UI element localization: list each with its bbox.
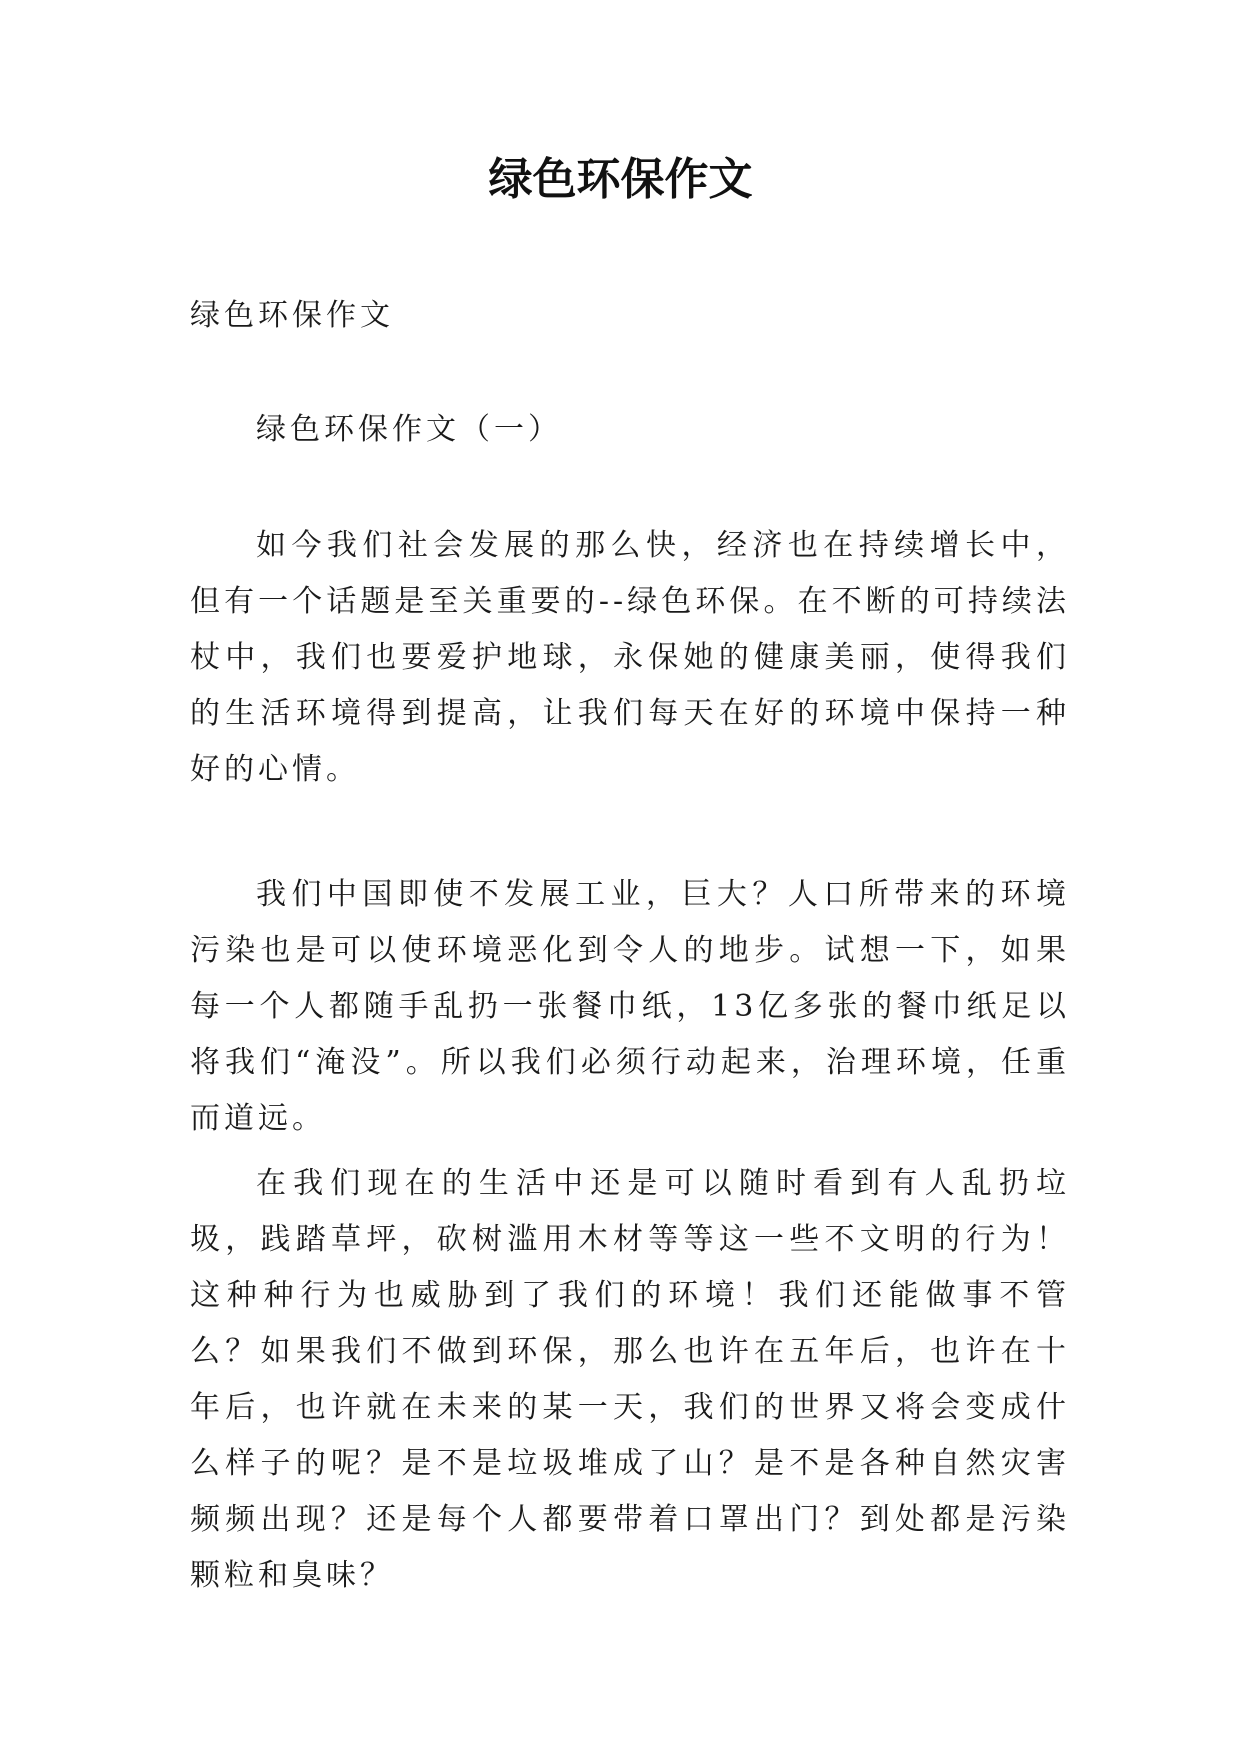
- section-title: 绿色环保作文（一）: [256, 412, 562, 447]
- document-subtitle: 绿色环保作文: [190, 298, 394, 333]
- paragraph: 我们中国即使不发展工业，巨大？人口所带来的环境污染也是可以使环境恶化到令人的地步。试想一下，如果每一个人都随手乱扔一张餐巾纸，13亿多张的餐巾纸足以将我们“淹没”。所以我们必须行动起来，治理环境，任重而道远。: [190, 877, 1070, 1136]
- document-title: 绿色环保作文: [488, 154, 753, 205]
- paragraph: 如今我们社会发展的那么快，经济也在持续增长中，但有一个话题是至关重要的--绿色环保。在不断的可持续法杖中，我们也要爱护地球，永保她的健康美丽，使得我们的生活环境得到提高，让我们每天在好的环境中保持一种好的心情。: [190, 528, 1070, 787]
- paragraph: 在我们现在的生活中还是可以随时看到有人乱扔垃圾，践踏草坪，砍树滥用木材等等这一些不文明的行为！这种种行为也威胁到了我们的环境！我们还能做事不管么？如果我们不做到环保，那么也许在五年后，也许在十年后，也许就在未来的某一天，我们的世界又将会变成什么样子的呢？是不是垃圾堆成了山？是不是各种自然灾害频频出现？还是每个人都要带着口罩出门？到处都是污染颗粒和臭味？: [190, 1166, 1070, 1593]
